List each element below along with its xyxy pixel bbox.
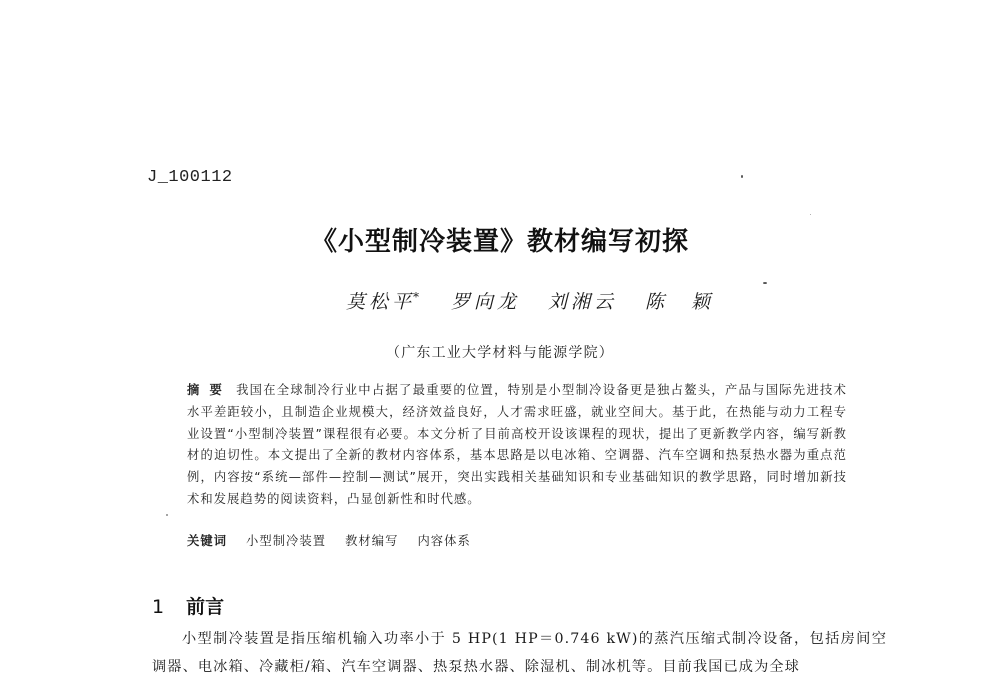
corresponding-author-mark: * [413, 289, 424, 304]
author-name: 莫松平 [346, 291, 416, 313]
keyword: 小型制冷装置 [246, 534, 327, 548]
document-id: J_100112 [147, 168, 233, 187]
author [645, 287, 714, 314]
scan-speck [810, 214, 811, 215]
author-name: 陈 颖 [645, 291, 715, 313]
scan-speck [763, 282, 767, 284]
abstract [187, 380, 847, 511]
scan-speck [741, 175, 743, 178]
paper-title: 《小型制冷装置》教材编写初探 [310, 227, 689, 257]
section-number: 1 [152, 596, 165, 618]
section-title: 前言 [186, 596, 225, 618]
keyword: 内容体系 [417, 534, 471, 548]
author-name: 罗向龙 [451, 291, 521, 313]
author-list [346, 287, 742, 314]
section-heading [152, 592, 224, 619]
scan-speck [166, 514, 168, 516]
abstract-text: 我国在全球制冷行业中占据了最重要的位置，特别是小型制冷设备更是独占鳌头，产品与国际先进技术水平差距较小，且制造企业规模大，经济效益良好，人才需求旺盛，就业空间大。基于此，在热能与动力工程专业设置“小型制冷装置”课程很有必要。本文分析了目前高校开设该课程的现状，提出了更新教学内容，编写新教材的迫切性。本文提出了全新的教材内容体系，基本思路是以电冰箱、空调器、汽车空调和热泵热水器为重点范例，内容按“系统—部件—控制—测试”展开，突出实践相关基础知识和专业基础知识的教学思路，同时增加新技术和发展趋势的阅读资料，凸显创新性和时代感。 [187, 383, 847, 506]
body-paragraph: 小型制冷装置是指压缩机输入功率小于 5 HP(1 HP＝0.746 kW)的蒸汽压缩式制冷设备，包括房间空调器、电冰箱、冷藏柜/箱、汽车空调器、热泵热水器、除湿机、制冰机等。目前我国已成为全球 [152, 631, 887, 675]
author [548, 287, 617, 314]
keywords [187, 531, 485, 549]
keyword: 教材编写 [345, 534, 399, 548]
author-name: 刘湘云 [548, 291, 618, 313]
affiliation: （广东工业大学材料与能源学院） [386, 345, 614, 361]
author [451, 287, 520, 314]
author [346, 287, 423, 314]
abstract-label: 摘要 [187, 383, 233, 397]
keywords-label: 关键词 [187, 534, 228, 548]
